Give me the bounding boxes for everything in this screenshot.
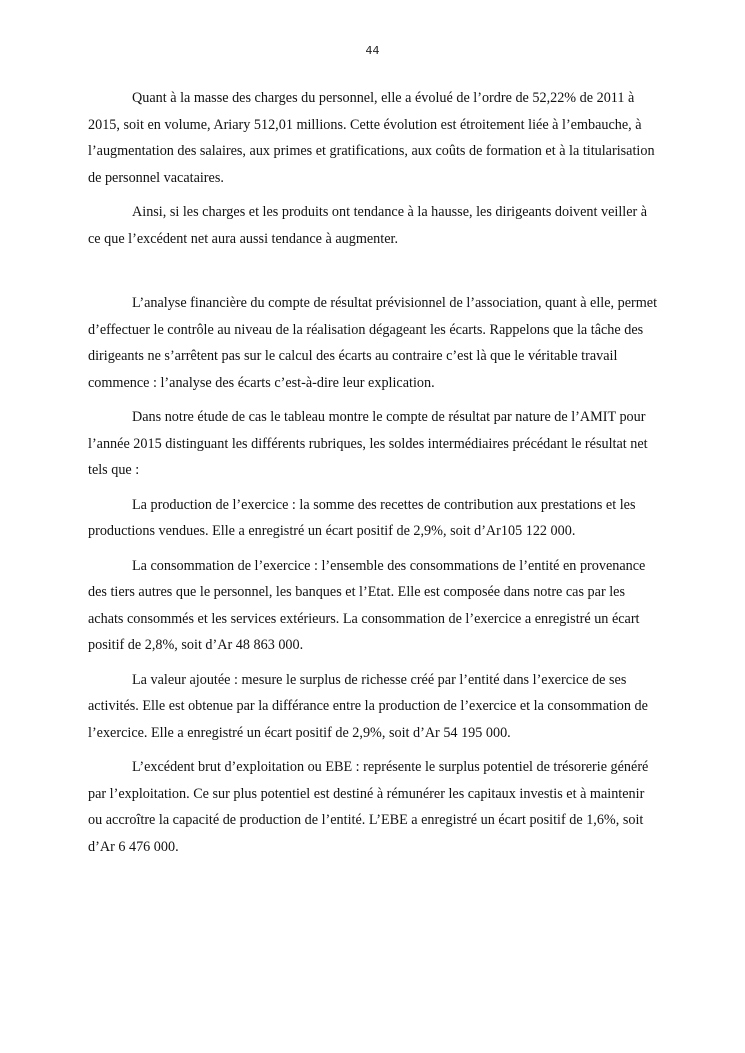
paragraph-ebe: L’excédent brut d’exploitation ou EBE : représente le surplus potentiel de trésorerie généré par l’exploitation. Ce sur plus potentiel est destiné à rémunérer les capitaux investis et à maintenir ou accroître la capacité de production de l’entité. L’EBE a enregistré un écart positif de 1,6%, soit d’Ar 6 476 000.	[88, 759, 649, 855]
paragraph-personnel-charges: Quant à la masse des charges du personnel, elle a évolué de l’ordre de 52,22% de 2011 à 2015, soit en volume, Ariary 512,01 millions. Cette évolution est étroitement liée à l’embauche, à l’augmentation des salaires, aux primes et gratifications, aux coûts de formation et à la titularisation de personnel vacataires.	[88, 90, 655, 186]
paragraph-consumption: La consommation de l’exercice : l’ensemble des consommations de l’entité en provenance des tiers autres que le personnel, les banques et l’Etat. Elle est composée dans notre cas par les achats consommés et les services extérieurs. La consommation de l’exercice a enregistré un écart positif de 2,8%, soit d’Ar 48 863 000.	[88, 557, 646, 653]
document-body	[88, 85, 658, 868]
paragraph-financial-analysis: L’analyse financière du compte de résultat prévisionnel de l’association, quant à elle, permet d’effectuer le contrôle au niveau de la réalisation dégageant les écarts. Rappelons que la tâche des dirigeants ne s’arrêtent pas sur le calcul des écarts au contraire c’est là que le véritable travail commence : l’analyse des écarts c’est-à-dire leur explication.	[88, 295, 658, 391]
page-number: 44	[365, 44, 380, 57]
paragraph-net-surplus: Ainsi, si les charges et les produits ont tendance à la hausse, les dirigeants doivent veiller à ce que l’excédent net aura aussi tendance à augmenter.	[88, 204, 648, 247]
paragraph-value-added: La valeur ajoutée : mesure le surplus de richesse créé par l’entité dans l’exercice de ses activités. Elle est obtenue par la différance entre la production de l’exercice et la consommation de l’exercice. Elle a enregistré un écart positif de 2,9%, soit d’Ar 54 195 000.	[88, 671, 648, 741]
paragraph-case-study: Dans notre étude de cas le tableau montre le compte de résultat par nature de l’AMIT pour l’année 2015 distinguant les différents rubriques, les soldes intermédiaires précédant le résultat net tels que :	[88, 409, 648, 478]
paragraph-production: La production de l’exercice : la somme des recettes de contribution aux prestations et les productions vendues. Elle a enregistré un écart positif de 2,9%, soit d’Ar105 122 000.	[88, 496, 636, 539]
